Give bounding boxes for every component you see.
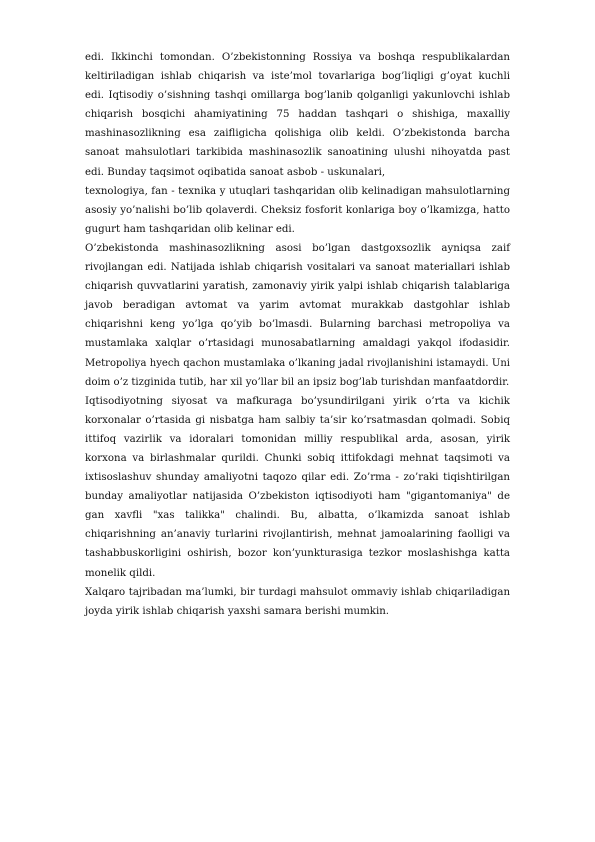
text-line: korxona va birlashmalar qurildi. Chunki sobiq ittifokdagi mehnat taqsimoti va bbox=[85, 452, 510, 464]
text-line: Iqtisodiyotning siyosat va mafkuraga bo’ysundirilgani yirik o’rta va kichik bbox=[85, 395, 510, 407]
text-line: asosiy yo’nalishi bo’lib qolaverdi. Cheksiz fosforit konlariga boy o’lkamizga, hatto bbox=[85, 204, 510, 216]
text-line: bunday amaliyotlar natijasida O’zbekiston iqtisodiyoti ham "gigantomaniya" de bbox=[85, 491, 510, 503]
text-line: joyda yirik ishlab chiqarish yaxshi samara berishi mumkin. bbox=[85, 605, 390, 617]
text-line: O’zbekistonda mashinasozlikning asosi bo’lgan dastgoxsozlik ayniqsa zaif bbox=[85, 242, 510, 254]
text-line: edi. Bunday taqsimot oqibatida sanoat asbob - uskunalari, bbox=[85, 166, 386, 178]
text-line: rivojlangan edi. Natijada ishlab chiqarish vositalari va sanoat materiallari ishlab bbox=[85, 262, 510, 274]
text-line: mashinasozlikning esa zaifligicha qolishiga olib keldi. O’zbekistonda barcha bbox=[85, 128, 510, 140]
text-line: javob beradigan avtomat va yarim avtomat murakkab dastgohlar ishlab bbox=[85, 300, 510, 312]
text-line: tashabbuskorligini oshirish, bozor kon’yunkturasiga tezkor moslashishga katta bbox=[85, 548, 510, 560]
text-line: monelik qildi. bbox=[85, 567, 156, 579]
text-line: mustamlaka xalqlar o’rtasidagi munosabatlarning amaldagi yakqol ifodasidir. bbox=[85, 338, 510, 350]
text-line: Xalqaro tajribadan ma’lumki, bir turdagi mahsulot ommaviy ishlab chiqariladigan bbox=[85, 586, 510, 598]
text-line: texnologiya, fan - texnika y utuqlari tashqaridan olib kelinadigan mahsulotlarning bbox=[85, 185, 510, 197]
text-line: chiqarishning an’anaviy turlarini rivojlantirish, mehnat jamoalarining faolligi va bbox=[85, 529, 510, 541]
text-line: gan xavfli "xas talikka" chalindi. Bu, albatta, o’lkamizda sanoat ishlab bbox=[85, 510, 510, 522]
text-line: edi. Ikkinchi tomondan. O’zbekistonning Rossiya va boshqa respublikalardan bbox=[85, 52, 510, 63]
text-line: ittifoq vazirlik va idoralari tomonidan milliy respublikal arda, asosan, yirik bbox=[85, 433, 510, 445]
body-text bbox=[85, 48, 510, 621]
text-line: keltiriladigan ishlab chiqarish va iste’mol tovarlariga bog’liqligi g’oyat kuchli bbox=[85, 71, 510, 83]
text-line: chiqarish bosqichi ahamiyatining 75 haddan tashqari o shishiga, maxalliy bbox=[85, 109, 510, 121]
text-line: Metropoliya hyech qachon mustamlaka o’lkaning jadal rivojlanishini istamaydi. Uni bbox=[85, 357, 510, 369]
text-line: chiqarishni keng yo’lga qo’yib bo’lmasdi. Bularning barchasi metropoliya va bbox=[85, 319, 510, 331]
text-line: edi. Iqtisodiy o’sishning tashqi omillarga bog’lanib qolganligi yakunlovchi ishlab bbox=[85, 90, 510, 102]
text-line: chiqarish quvvatlarini yaratish, zamonaviy yirik yalpi ishlab chiqarish talablariga bbox=[85, 281, 510, 293]
text-line: ixtisoslashuv shunday amaliyotni taqozo qilar edi. Zo’rma - zo’raki tiqishtirilgan bbox=[85, 472, 510, 484]
text-line: korxonalar o’rtasida gi nisbatga ham salbiy ta’sir ko’rsatmasdan qolmadi. Sobiq bbox=[85, 414, 510, 426]
text-line: gugurt ham tashqaridan olib kelinar edi. bbox=[85, 223, 295, 235]
text-line: doim o’z tizginida tutib, har xil yo’llar bil an ipsiz bog’lab turishdan manfaatdordir. bbox=[85, 376, 510, 388]
text-line: sanoat mahsulotlari tarkibida mashinasozlik sanoatining ulushi nihoyatda past bbox=[85, 147, 510, 159]
